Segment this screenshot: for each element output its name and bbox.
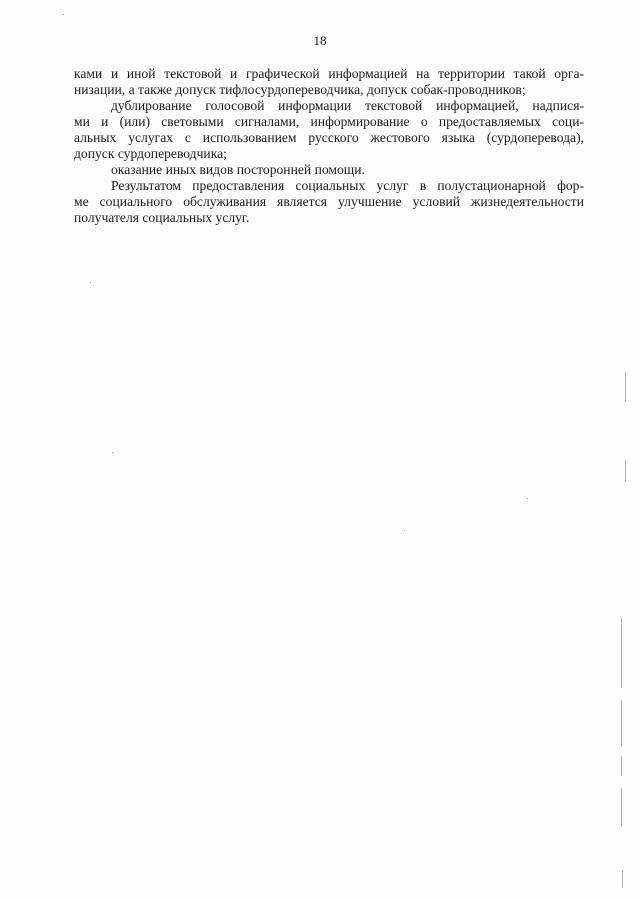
scan-speck [404,530,405,531]
scan-edge-mark [621,788,622,826]
scan-edge-mark [622,870,623,888]
text-line: ме социального обслуживания является улучшение условий жизнедеятельности [74,194,584,209]
scan-edge-mark [621,756,622,776]
scan-speck [527,498,528,499]
text-line: Результатом предоставления социальных услуг в полустационарной фор- [111,178,584,193]
text-line: получателя социальных услуг. [74,210,250,225]
scan-speck [112,452,113,453]
text-line: ми и (или) световыми сигналами, информирование о предоставляемых соци- [74,114,584,129]
text-line: допуск сурдопереводчика; [74,146,227,161]
text-line: ками и иной текстовой и графической информацией на территории такой орга- [74,66,584,81]
text-line: низации, а также допуск тифлосурдопереводчика, допуск собак-проводников; [74,82,526,97]
scan-speck [63,14,64,15]
text-line: альных услугах с использованием русского жестового языка (сурдоперевода), [74,130,584,145]
scan-edge-mark [625,460,626,482]
scan-speck [90,282,91,283]
page-number: 18 [313,33,327,48]
body-text [74,66,584,226]
text-line: оказание иных видов посторонней помощи. [111,162,365,177]
text-line: дублирование голосовой информации текстовой информацией, надпися- [111,98,584,113]
scan-edge-mark [621,618,622,688]
scan-edge-mark [625,372,626,402]
scan-edge-mark [621,700,622,746]
